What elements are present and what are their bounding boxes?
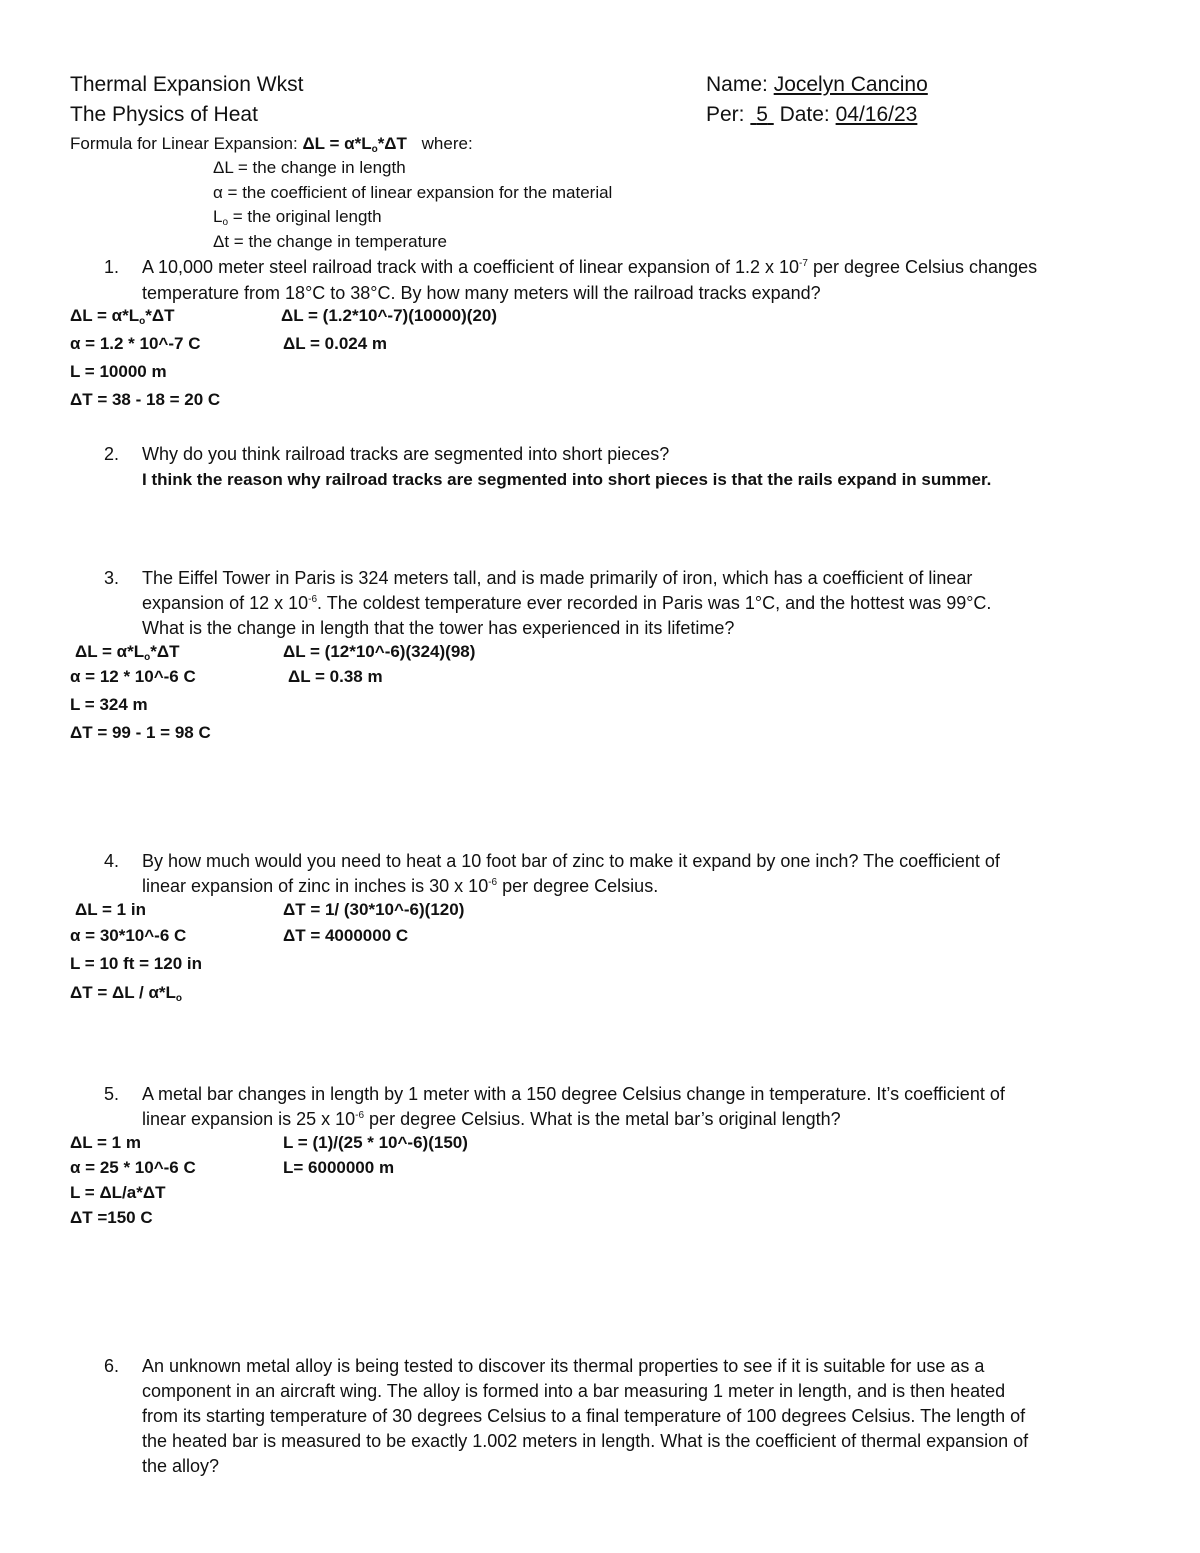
formula-intro: Formula for Linear Expansion: [70,134,303,153]
q3-work-alpha: α = 12 * 10^-6 C [70,667,196,686]
q1-work-alpha: α = 1.2 * 10^-7 C [70,334,201,353]
question-2-answer: I think the reason why railroad tracks are segmented into short pieces is that the rails expand in summer. [142,470,992,489]
question-5-line-1: A metal bar changes in length by 1 meter with a 150 degree Celsius change in temperature. It’s coefficient of [142,1084,1005,1104]
q3-work-delta-t: ΔT = 99 - 1 = 98 C [70,723,211,742]
question-number: 5. [104,1084,120,1104]
q4-work-alpha: α = 30*10^-6 C [70,926,187,945]
student-name: Jocelyn Cancino [773,73,928,96]
q3-work-answer: ΔL = 0.38 m [288,667,383,686]
name-label: Name: [706,73,774,96]
question-6-line-5: the alloy? [142,1456,220,1476]
period-date-line [706,103,917,127]
period-value: 5 [756,103,768,126]
question-6-line-3: from its starting temperature of 30 degrees Celsius to a final temperature of 100 degrees Celsius. The length of [142,1406,1026,1426]
q1-work-formula: $\Delta L = \alpha*L_o*\Delta T$ [70,306,175,327]
date-label: Date: [779,103,836,126]
question-6-line-1: An unknown metal alloy is being tested to discover its thermal properties to see if it is suitable for use as a [142,1356,985,1376]
question-1-line-1: A 10,000 meter steel railroad track with a coefficient of linear expansion of 1.2 x $10^{-7}$ per degree Celsius changes [142,257,1038,277]
q1-work-answer: ΔL = 0.024 m [283,334,388,353]
question-3-line-2: expansion of 12 x $10^{-6}$. The coldest temperature ever recorded in Paris was 1°C, and the hottest was 99°C. [142,593,992,613]
question-6-line-4: the heated bar is measured to be exactly 1.002 meters in length. What is the coefficient of thermal expansion of [142,1431,1029,1451]
question-4-line-2: linear expansion of zinc in inches is 30 x $10^{-6}$ per degree Celsius. [142,876,659,896]
q5-work-rearranged: L = ΔL/a*ΔT [70,1183,166,1202]
q5-work-delta-l: ΔL = 1 m [70,1133,141,1152]
formula-where: where: [421,134,473,153]
question-number: 3. [104,568,120,588]
q4-work-substitution: ΔT = 1/ (30*10^-6)(120) [283,900,465,919]
question-3-line-3: What is the change in length that the tower has experienced in its lifetime? [142,618,735,638]
definition-original-length: $L_o$ = the original length [213,207,382,228]
period-label: Per: [706,103,751,126]
question-2-line-1: Why do you think railroad tracks are segmented into short pieces? [142,444,670,464]
question-4-line-1: By how much would you need to heat a 10 foot bar of zinc to make it expand by one inch? The coefficient of [142,851,1000,871]
question-number: 4. [104,851,120,871]
definition-alpha: α = the coefficient of linear expansion for the material [213,183,613,202]
question-1-line-2: temperature from 18°C to 38°C. By how many meters will the railroad tracks expand? [142,283,821,303]
formula-equation: $\Delta L = \alpha*L_o*\Delta T$ [302,134,407,155]
name-line [706,73,928,97]
question-number: 2. [104,444,120,464]
question-number: 6. [104,1356,120,1376]
q3-work-substitution: ΔL = (12*10^-6)(324)(98) [283,642,476,661]
worksheet-subtitle: The Physics of Heat [70,103,258,126]
question-5-line-2: linear expansion is 25 x $10^{-6}$ per degree Celsius. What is the metal bar’s original length? [142,1109,841,1129]
q4-work-length: L = 10 ft = 120 in [70,954,202,973]
q5-work-alpha: α = 25 * 10^-6 C [70,1158,196,1177]
question-6-line-2: component in an aircraft wing. The alloy is formed into a bar measuring 1 meter in length, and is then heated [142,1381,1006,1401]
q5-work-delta-t: ΔT =150 C [70,1208,153,1227]
q1-work-delta-t: ΔT = 38 - 18 = 20 C [70,390,221,409]
q4-work-delta-l: ΔL = 1 in [75,900,146,919]
q3-work-length: L = 324 m [70,695,148,714]
q1-work-length: L = 10000 m [70,362,167,381]
date-value: 04/16/23 [835,103,918,126]
q5-work-substitution: L = (1)/(25 * 10^-6)(150) [283,1133,468,1152]
definition-delta-l: ΔL = the change in length [213,158,406,177]
q5-work-answer: L= 6000000 m [283,1158,395,1177]
worksheet-title: Thermal Expansion Wkst [70,73,304,96]
question-number: 1. [104,257,120,277]
q4-work-rearranged: $\Delta T = \Delta L / \alpha*L_o$ [70,983,183,1004]
formula-line [70,134,473,154]
q3-work-formula: $\Delta L = \alpha*L_o*\Delta T$ [75,642,180,663]
q1-work-substitution: ΔL = (1.2*10^-7)(10000)(20) [281,306,498,325]
q4-work-answer: ΔT = 4000000 C [283,926,409,945]
definition-delta-t: Δt = the change in temperature [213,232,447,251]
question-3-line-1: The Eiffel Tower in Paris is 324 meters tall, and is made primarily of iron, which has a coefficient of linear [142,568,973,588]
